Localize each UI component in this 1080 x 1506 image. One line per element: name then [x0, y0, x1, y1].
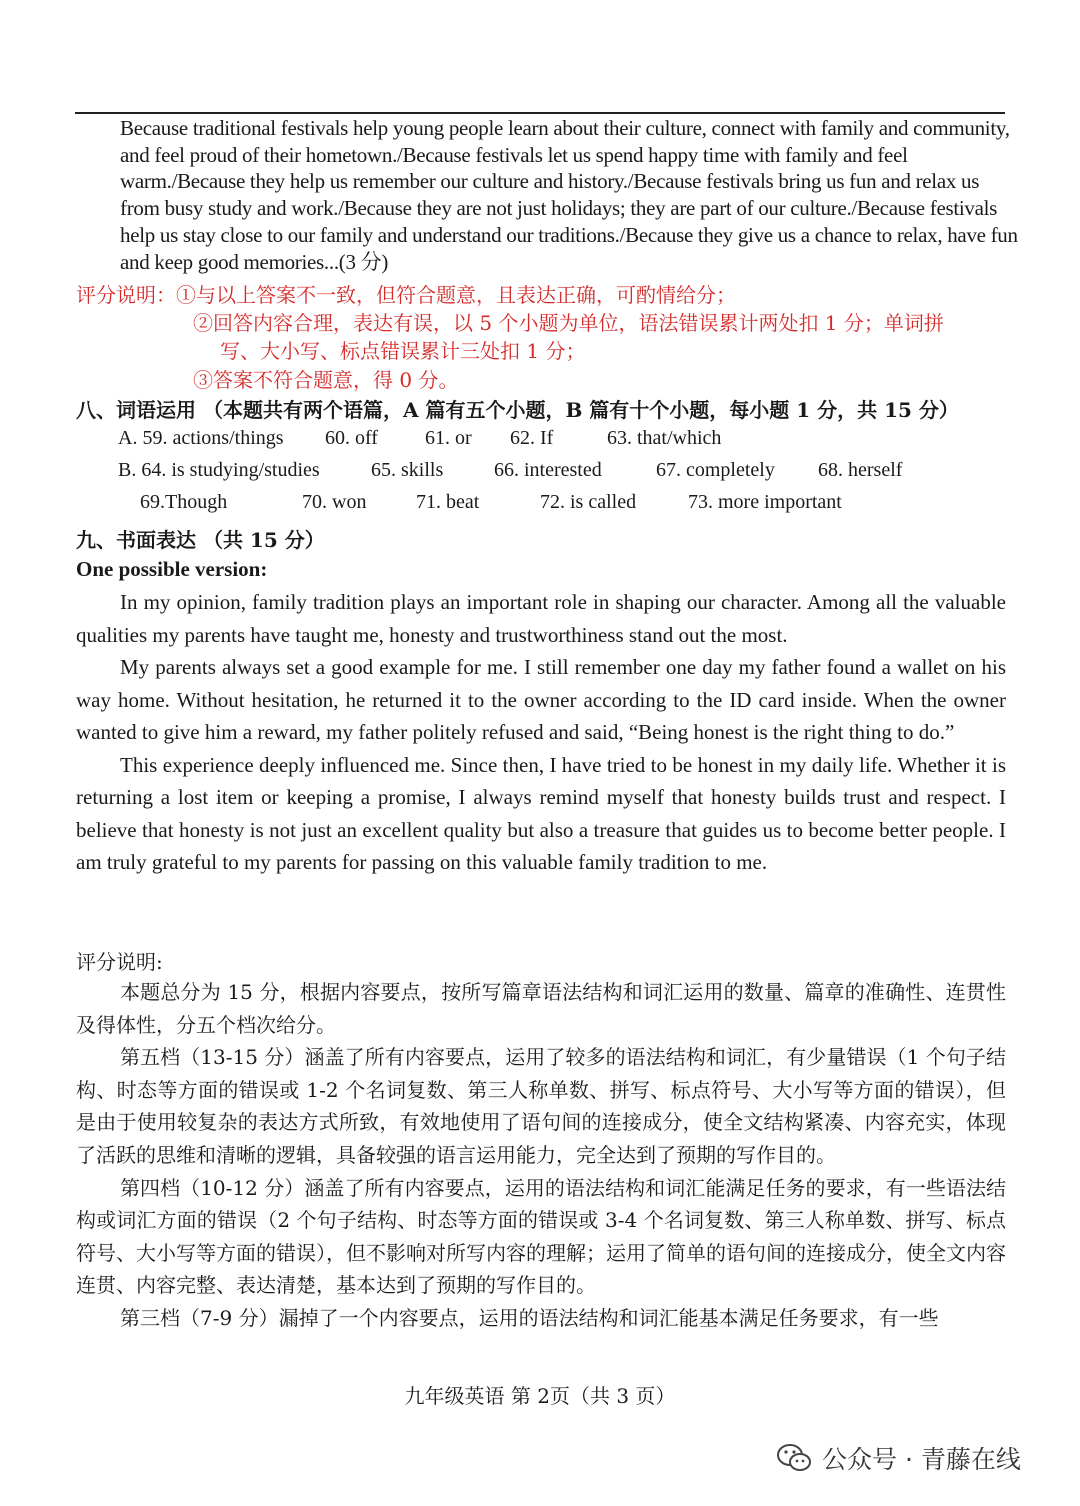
answer-item: 61. or	[425, 427, 472, 449]
essay-paragraph: In my opinion, family tradition plays an important role in shaping our character. Among all the valuable qualities my parents have taught me, honesty and trustworthiness stand out the most.	[76, 590, 1006, 647]
answer-item: 67. completely	[656, 459, 775, 481]
answer-item: B. 64. is studying/studies	[118, 459, 320, 481]
section-9-title: 九、书面表达 （共 15 分）	[76, 528, 325, 552]
answer-item: A. 59. actions/things	[118, 427, 284, 449]
scoring-note-2-continued: 写、大小写、标点错误累计三处扣 1 分；	[220, 339, 586, 363]
answer-item: 71. beat	[416, 491, 480, 513]
watermark	[776, 1440, 1021, 1476]
watermark-text: 公众号 · 青藤在线	[822, 1445, 1021, 1474]
possible-version-heading: One possible version:	[76, 557, 268, 581]
answer-text: Because traditional festivals help young people learn about their culture, connect with family and community, and feel proud of their hometown./Because festivals let us spend happy time with family and feel warm./Because they help us remember our culture and history./Because festivals bring us fun and relax us from busy study and work./Because they are not just holidays; they are part of our culture./Because festivals help us stay close to our family and understand our traditions./Because they give us a chance to relax, have fun and keep good memories...(3 分)	[120, 116, 1018, 274]
answer-item: 63. that/which	[607, 427, 722, 449]
answer-item: 66. interested	[494, 459, 602, 481]
top-rule	[75, 112, 1005, 114]
scoring-note-1: 评分说明：①与以上答案不一致，但符合题意，且表达正确，可酌情给分；	[76, 283, 736, 307]
answer-item: 60. off	[325, 427, 378, 449]
criteria-paragraph: 本题总分为 15 分，根据内容要点，按所写篇章语法结构和词汇运用的数量、篇章的准确性、连贯性及得体性，分五个档次给分。	[76, 980, 1006, 1037]
answer-item: 69.Though	[140, 491, 228, 513]
answer-item: 68. herself	[818, 459, 903, 481]
wechat-icon	[776, 1443, 812, 1473]
answer-item: 65. skills	[371, 459, 444, 481]
essay-paragraph: This experience deeply influenced me. Since then, I have tried to be honest in my daily life. Whether it is returning a lost item or keeping a promise, I always remind myself that honesty builds trust and respect. I believe that honesty is not just an excellent quality but also a treasure that guides us to become better people. I am truly grateful to my parents for passing on this valuable family tradition to me.	[76, 752, 1006, 874]
page-footer: 九年级英语 第 2页（共 3 页）	[404, 1384, 676, 1408]
scoring-criteria	[76, 976, 1006, 1335]
essay-paragraph: My parents always set a good example for me. I still remember one day my father found a wallet on his way home. Without hesitation, he returned it to the owner according to the ID card inside. When the owner wanted to give him a reward, my father politely refused and said, “Being honest is the right thing to do.”	[76, 655, 1006, 744]
section-8-title: 八、词语运用 （本题共有两个语篇，A 篇有五个小题，B 篇有十个小题，每小题 1 分，共 15 分）	[76, 398, 959, 422]
model-essay	[76, 586, 1006, 879]
criteria-paragraph: 第三档（7-9 分）漏掉了一个内容要点，运用的语法结构和词汇能基本满足任务要求，有一些	[120, 1305, 939, 1330]
answer-item: 73. more important	[688, 491, 842, 513]
scoring-note-3: ③答案不符合题意，得 0 分。	[193, 368, 459, 392]
criteria-paragraph: 第五档（13-15 分）涵盖了所有内容要点，运用了较多的语法结构和词汇，有少量错误（1 个句子结构、时态等方面的错误或 1-2 个名词复数、第三人称单数、拼写、标点符号、大小写等方面的错误），但是由于使用较复杂的表达方式所致，有效地使用了语句间的连接成分，使全文结构紧凑、内容充实，体现了活跃的思维和清晰的逻辑，具备较强的语言运用能力，完全达到了预期的写作目的。	[76, 1045, 1006, 1167]
answer-item: 72. is called	[540, 491, 637, 513]
criteria-paragraph: 第四档（10-12 分）涵盖了所有内容要点，运用的语法结构和词汇能满足任务的要求，有一些语法结构或词汇方面的错误（2 个句子结构、时态等方面的错误或 3-4 个名词复数、第三人称单数、拼写、标点符号、大小写等方面的错误），但不影响对所写内容的理解；运用了简单的语句间的连接成分，使全文内容连贯、内容完整、表达清楚，基本达到了预期的写作目的。	[76, 1175, 1006, 1298]
answer-item: 70. won	[302, 491, 367, 513]
scoring-label: 评分说明:	[76, 950, 163, 974]
answer-item: 62. If	[510, 427, 554, 449]
scoring-note-2: ②回答内容合理，表达有误，以 5 个小题为单位，语法错误累计两处扣 1 分；单词拼	[193, 311, 944, 335]
